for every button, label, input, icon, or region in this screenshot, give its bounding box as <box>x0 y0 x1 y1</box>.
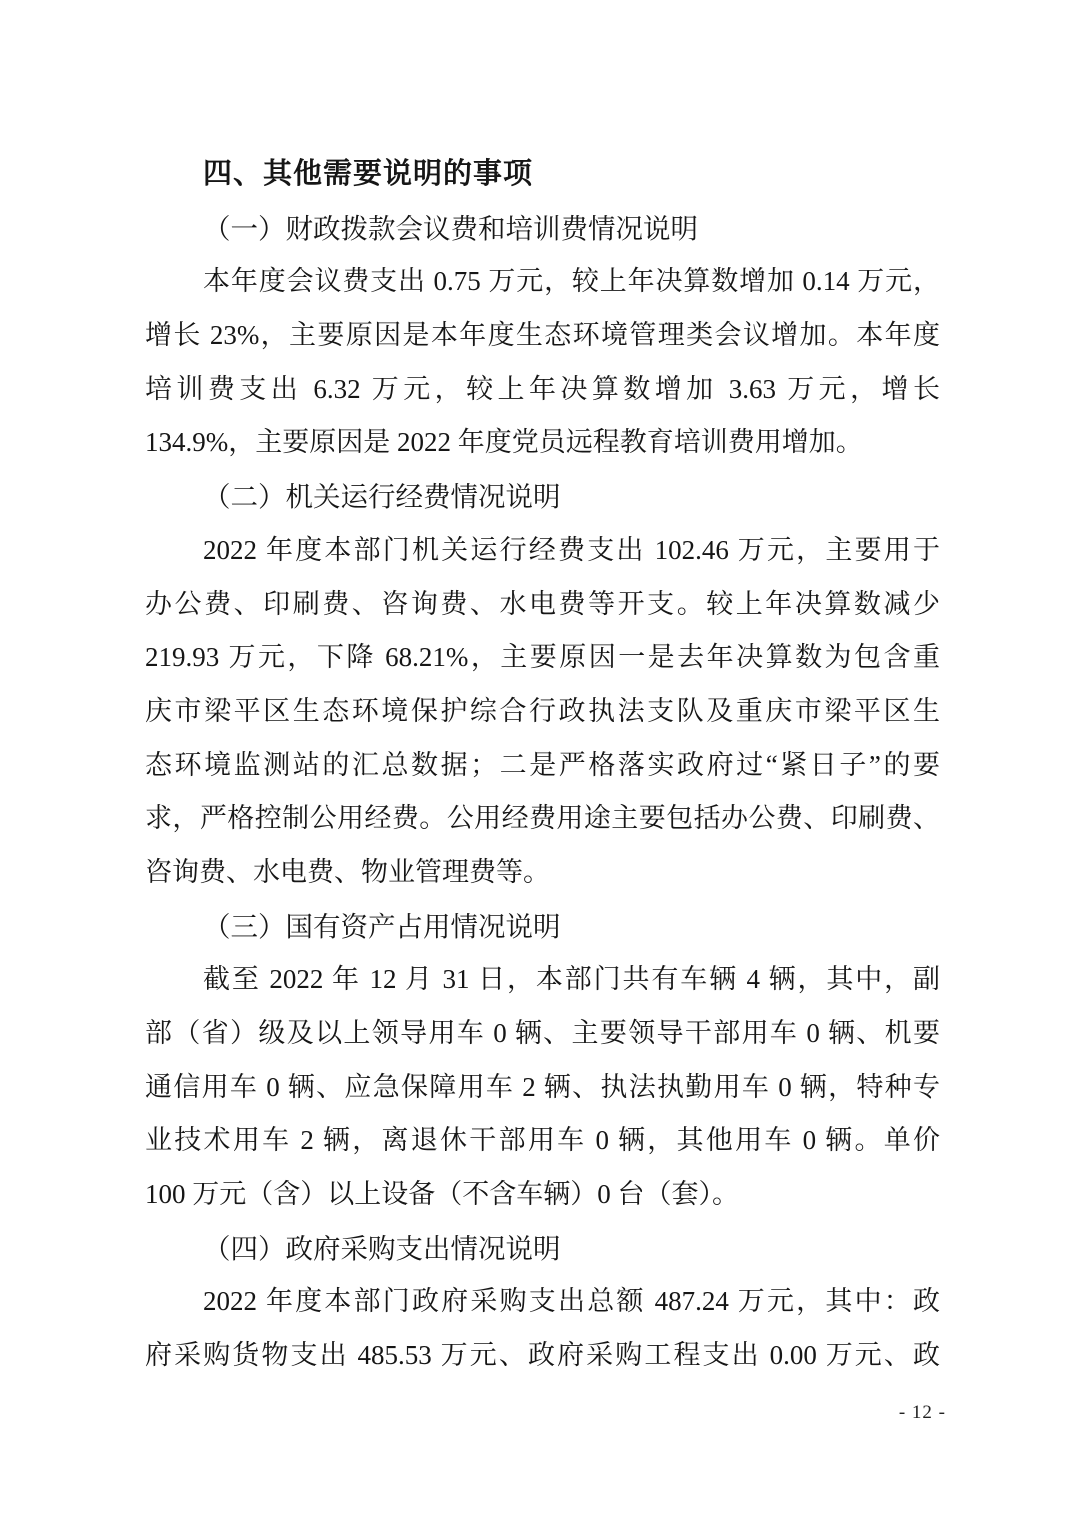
paragraph-2-line-3: 219.93 万元，下降 68.21%，主要原因一是去年决算数为包含重 <box>145 642 940 673</box>
paragraph-2-line-2: 办公费、印刷费、咨询费、水电费等开支。较上年决算数减少 <box>145 588 940 619</box>
subheading-2: （二）机关运行经费情况说明 <box>203 481 561 513</box>
paragraph-3-line-3: 通信用车 0 辆、应急保障用车 2 辆、执法执勤用车 0 辆，特种专 <box>145 1071 940 1102</box>
paragraph-3-line-2: 部（省）级及以上领导用车 0 辆、主要领导干部用车 0 辆、机要 <box>145 1018 940 1048</box>
paragraph-1-line-2: 增长 23%，主要原因是本年度生态环境管理类会议增加。本年度 <box>145 320 940 351</box>
paragraph-3-line-1: 截至 2022 年 12 月 31 日，本部门共有车辆 4 辆，其中，副 <box>203 964 940 995</box>
paragraph-1-line-1: 本年度会议费支出 0.75 万元，较上年决算数增加 0.14 万元， <box>203 266 940 297</box>
paragraph-4-line-2: 府采购货物支出 485.53 万元、政府采购工程支出 0.00 万元、政 <box>145 1340 940 1371</box>
document-body <box>145 148 940 1383</box>
page-number: - 12 - <box>898 1402 946 1423</box>
subheading-1: （一）财政拨款会议费和培训费情况说明 <box>203 212 698 244</box>
paragraph-3-line-4: 业技术用车 2 辆，离退休干部用车 0 辆，其他用车 0 辆。单价 <box>145 1125 940 1156</box>
paragraph-2-line-4: 庆市梁平区生态环境保护综合行政执法支队及重庆市梁平区生 <box>145 695 940 726</box>
paragraph-1-line-4: 134.9%，主要原因是 2022 年度党员远程教育培训费用增加。 <box>145 427 863 458</box>
paragraph-3-line-5: 100 万元（含）以上设备（不含车辆）0 台（套）。 <box>145 1179 739 1210</box>
paragraph-2-line-6: 求，严格控制公用经费。公用经费用途主要包括办公费、印刷费、 <box>145 803 940 834</box>
paragraph-1-line-3: 培训费支出 6.32 万元，较上年决算数增加 3.63 万元，增长 <box>145 373 940 404</box>
section-heading: 四、其他需要说明的事项 <box>203 158 534 190</box>
paragraph-2-line-5: 态环境监测站的汇总数据；二是严格落实政府过“紧日子”的要 <box>145 749 940 780</box>
subheading-3: （三）国有资产占用情况说明 <box>203 910 561 942</box>
paragraph-2-line-1: 2022 年度本部门机关运行经费支出 102.46 万元，主要用于 <box>203 534 940 565</box>
paragraph-2-line-7: 咨询费、水电费、物业管理费等。 <box>145 856 550 887</box>
paragraph-4-line-1: 2022 年度本部门政府采购支出总额 487.24 万元，其中：政 <box>203 1286 940 1317</box>
subheading-4: （四）政府采购支出情况说明 <box>203 1232 561 1264</box>
